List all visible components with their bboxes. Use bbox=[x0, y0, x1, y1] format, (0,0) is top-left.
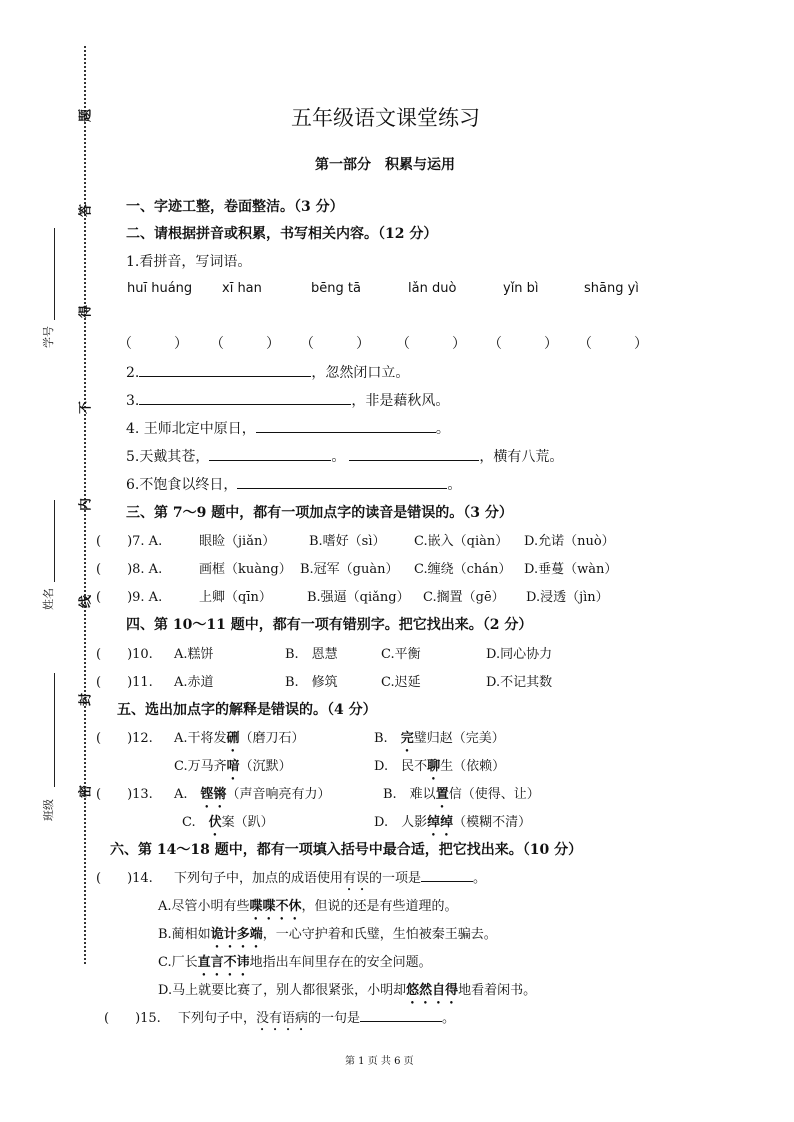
option-d: D. 民不聊生（依赖） bbox=[374, 759, 506, 774]
answer-paren[interactable]: ( )15. bbox=[104, 1011, 161, 1026]
class-label: 班级 bbox=[42, 799, 55, 821]
option-a: 眼睑（jiǎn） bbox=[199, 534, 276, 549]
page-title: 五年级语文课堂练习 bbox=[291, 106, 480, 130]
pinyin-item: lǎn duò bbox=[408, 281, 457, 296]
section-heading: 三、第 7～9 题中，都有一项加点字的读音是错误的。（3 分） bbox=[126, 505, 513, 521]
answer-blank[interactable] bbox=[139, 390, 351, 405]
answer-paren[interactable]: ( )14. bbox=[96, 871, 153, 886]
binding-char: 内 bbox=[78, 498, 94, 512]
question-text: ，横有八荒。 bbox=[479, 449, 564, 465]
student-id-label: 学号 bbox=[42, 326, 55, 348]
question-9 bbox=[96, 586, 162, 605]
answer-bracket[interactable]: （ ） bbox=[578, 336, 648, 352]
pinyin-item: shāng yì bbox=[584, 281, 639, 296]
question-2 bbox=[126, 362, 409, 382]
option-a: A. 铿锵（声音响亮有力） bbox=[174, 787, 331, 802]
answer-blank[interactable] bbox=[209, 446, 331, 461]
option-b: B. 修筑 bbox=[285, 675, 338, 690]
pinyin-item: xī han bbox=[222, 281, 262, 296]
option-c: C.迟延 bbox=[381, 675, 421, 690]
answer-paren[interactable]: ( )13. bbox=[96, 787, 153, 802]
question-1: 1.看拼音，写词语。 bbox=[126, 254, 252, 270]
answer-blank[interactable] bbox=[360, 1007, 442, 1022]
option-c: C.厂长直言不讳地指出车间里存在的安全问题。 bbox=[158, 955, 432, 970]
section-heading: 五、选出加点字的解释是错误的。（4 分） bbox=[117, 702, 377, 718]
pinyin-item: huī huáng bbox=[127, 281, 193, 296]
section-heading: 六、第 14～18 题中，都有一项填入括号中最合适，把它找出来。（10 分） bbox=[110, 842, 583, 858]
answer-bracket[interactable]: （ ） bbox=[118, 336, 188, 352]
answer-paren[interactable]: ( )12. bbox=[96, 731, 153, 746]
question-text: 。 bbox=[435, 421, 450, 437]
section-heading: 二、请根据拼音或积累，书写相关内容。（12 分） bbox=[126, 226, 438, 242]
option-c: C.平衡 bbox=[381, 647, 421, 662]
option-b: B.强逼（qiǎng） bbox=[307, 590, 410, 605]
question-number: 3. bbox=[126, 393, 140, 409]
part-heading: 第一部分 积累与运用 bbox=[315, 157, 455, 173]
question-4 bbox=[126, 418, 450, 438]
question-3 bbox=[126, 390, 449, 410]
question-text: ，非是藉秋风。 bbox=[351, 393, 450, 409]
class-field[interactable] bbox=[40, 673, 54, 823]
option-b: B.蔺相如诡计多端，一心守护着和氏璧，生怕被秦王骗去。 bbox=[158, 927, 497, 942]
question-14-stem: 下列句子中，加点的成语使用有误的一项是 。 bbox=[174, 867, 486, 894]
section-heading: 四、第 10～11 题中，都有一项有错别字。把它找出来。（2 分） bbox=[126, 617, 533, 633]
question-6 bbox=[126, 474, 461, 494]
student-id-line bbox=[54, 228, 55, 320]
student-name-line bbox=[54, 500, 55, 582]
question-text: 。 bbox=[447, 477, 462, 493]
option-d: D.马上就要比赛了，别人都很紧张，小明却悠然自得地看着闲书。 bbox=[158, 983, 537, 998]
question-number: 2. bbox=[126, 365, 140, 381]
option-b: B. 恩慧 bbox=[285, 647, 338, 662]
question-5 bbox=[126, 446, 563, 466]
pinyin-item: bēng tā bbox=[311, 281, 361, 296]
option-c: C.万马齐喑（沉默） bbox=[174, 759, 292, 774]
student-name-field[interactable] bbox=[40, 500, 54, 620]
answer-bracket[interactable]: （ ） bbox=[300, 336, 370, 352]
binding-char: 密 bbox=[78, 785, 94, 799]
option-b: B. 完璧归赵（完美） bbox=[374, 731, 505, 746]
answer-blank[interactable] bbox=[237, 474, 447, 489]
question-text: 。 bbox=[331, 449, 346, 465]
option-d: D.同心协力 bbox=[486, 647, 553, 662]
answer-bracket[interactable]: （ ） bbox=[396, 336, 466, 352]
binding-char: 不 bbox=[78, 401, 94, 415]
question-15-stem: 下列句子中，没有语病的一句是 。 bbox=[178, 1007, 455, 1034]
question-8 bbox=[96, 558, 162, 577]
answer-paren[interactable]: ( )7. A. bbox=[96, 534, 163, 549]
option-b: B. 难以置信（使得、让） bbox=[383, 787, 540, 802]
pinyin-item: yǐn bì bbox=[503, 281, 539, 296]
option-a: 上卿（qīn） bbox=[199, 590, 272, 605]
class-line bbox=[54, 673, 55, 787]
option-b: B.冠军（guàn） bbox=[300, 562, 399, 577]
option-d: D.浸透（jìn） bbox=[526, 590, 609, 605]
answer-blank[interactable] bbox=[139, 362, 311, 377]
option-c: C.缠绕（chán） bbox=[414, 562, 512, 577]
answer-paren[interactable]: ( )9. A. bbox=[96, 590, 163, 605]
answer-blank[interactable] bbox=[421, 867, 473, 882]
option-c: C. 伏案（趴） bbox=[182, 815, 274, 830]
question-text: 4. 王师北定中原日， bbox=[126, 421, 256, 437]
option-c: C.嵌入（qiàn） bbox=[414, 534, 509, 549]
answer-blank[interactable] bbox=[256, 418, 436, 433]
option-b: B.嗜好（sì） bbox=[309, 534, 386, 549]
answer-paren[interactable]: ( )8. A. bbox=[96, 562, 163, 577]
question-text: 6.不饱食以终日， bbox=[126, 477, 238, 493]
answer-blank[interactable] bbox=[349, 446, 479, 461]
binding-char: 封 bbox=[78, 693, 94, 707]
answer-paren[interactable]: ( )11. bbox=[96, 675, 153, 690]
student-id-field[interactable] bbox=[40, 228, 54, 348]
option-d: D.不记其数 bbox=[486, 675, 553, 690]
option-d: D.允诺（nuò） bbox=[524, 534, 615, 549]
question-text: 5.天戴其苍， bbox=[126, 449, 210, 465]
section-heading: 一、字迹工整，卷面整洁。（3 分） bbox=[126, 199, 344, 215]
student-name-label: 姓名 bbox=[42, 588, 55, 610]
option-a: 画框（kuàng） bbox=[199, 562, 292, 577]
binding-char: 得 bbox=[78, 305, 94, 319]
answer-bracket[interactable]: （ ） bbox=[210, 336, 280, 352]
option-d: D.垂蔓（wàn） bbox=[524, 562, 618, 577]
option-a: A.干将发硎（磨刀石） bbox=[174, 731, 305, 746]
option-d: D. 人影绰绰（模糊不清） bbox=[374, 815, 532, 830]
binding-char: 线 bbox=[78, 595, 94, 609]
page-footer: 第 1 页 共 6 页 bbox=[345, 1056, 414, 1067]
option-a: A.赤道 bbox=[174, 675, 214, 690]
answer-bracket[interactable]: （ ） bbox=[488, 336, 558, 352]
option-c: C.搁置（gē） bbox=[423, 590, 505, 605]
question-text: ，忽然闭口立。 bbox=[311, 365, 410, 381]
question-7 bbox=[96, 530, 162, 549]
option-a: A.糕饼 bbox=[174, 647, 214, 662]
answer-paren[interactable]: ( )10. bbox=[96, 647, 153, 662]
binding-char: 答 bbox=[78, 204, 94, 218]
option-a: A.尽管小明有些喋喋不休，但说的还是有些道理的。 bbox=[158, 899, 458, 914]
binding-char: 题 bbox=[78, 109, 94, 123]
